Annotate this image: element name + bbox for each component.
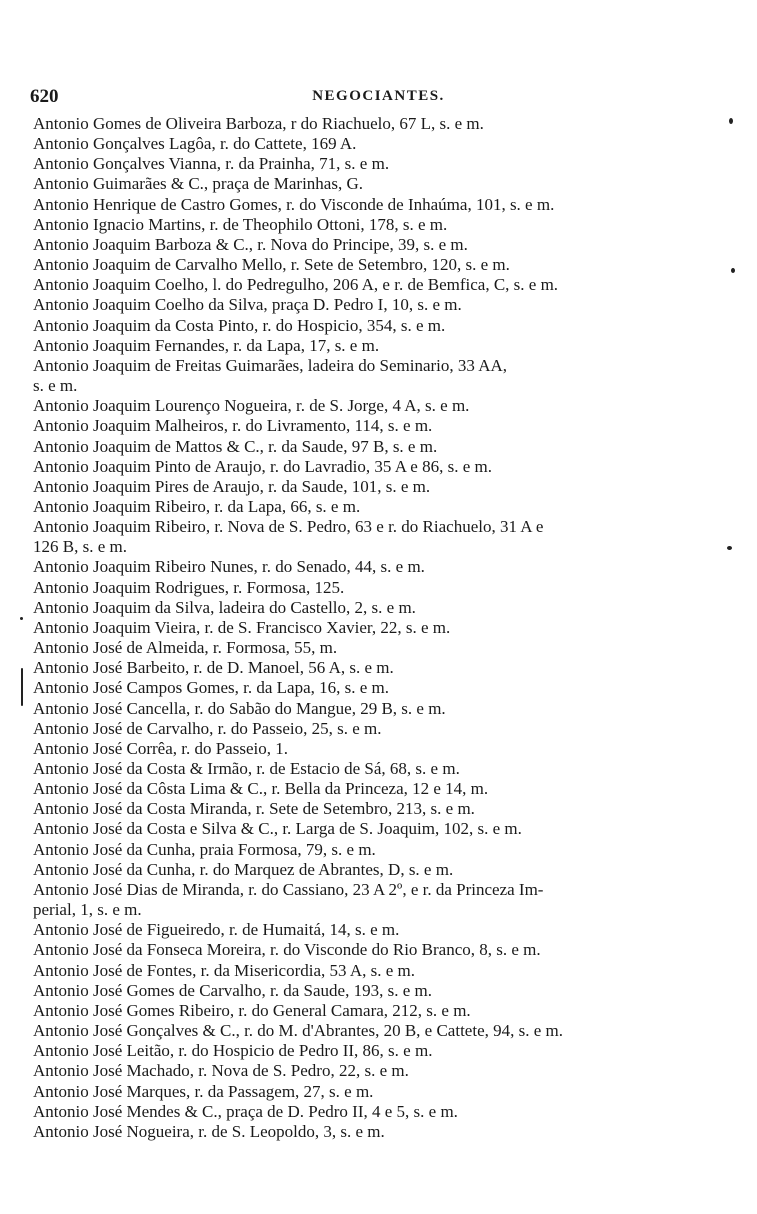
directory-entry — [33, 1102, 733, 1122]
directory-entry — [33, 416, 733, 436]
entry-text: Antonio José Gomes Ribeiro, r. do General Camara, 212, s. e m. — [33, 1000, 471, 1020]
ink-speck — [729, 118, 733, 124]
entry-text: Antonio Joaquim de Freitas Guimarães, ladeira do Seminario, 33 AA, — [33, 355, 508, 375]
directory-entry — [33, 759, 733, 779]
entry-text: Antonio José de Carvalho, r. do Passeio, 25, s. e m. — [33, 718, 382, 738]
entry-text: Antonio Joaquim Vieira, r. de S. Francisco Xavier, 22, s. e m. — [33, 617, 451, 637]
directory-entry — [33, 497, 733, 517]
directory-entry — [33, 215, 733, 235]
directory-entry — [33, 517, 733, 557]
directory-entry — [33, 134, 733, 154]
directory-entry — [33, 840, 733, 860]
directory-entry — [33, 316, 733, 336]
directory-entry — [33, 255, 733, 275]
entry-text: Antonio Joaquim Coelho, l. do Pedregulho, 206 A, e r. de Bemfica, C, s. e m. — [33, 275, 559, 295]
directory-entry — [33, 477, 733, 497]
directory-entry — [33, 819, 733, 839]
page-number: 620 — [30, 86, 59, 107]
entry-text: Antonio José da Costa & Irmão, r. de Estacio de Sá, 68, s. e m. — [33, 759, 460, 778]
directory-entry — [33, 1082, 733, 1102]
directory-entry — [33, 1021, 733, 1041]
directory-entry — [33, 719, 733, 739]
directory-entry — [33, 739, 733, 759]
entry-text: Antonio José Mendes & C., praça de D. Pedro II, 4 e 5, s. e m. — [33, 1101, 458, 1121]
entry-text: Antonio Joaquim Barboza & C., r. Nova do Principe, 39, s. e m. — [33, 234, 468, 254]
entry-text: Antonio José Leitão, r. do Hospicio de Pedro II, 86, s. e m. — [33, 1041, 433, 1061]
entry-text: Antonio Joaquim Pires de Araujo, r. da Saude, 101, s. e m. — [33, 476, 431, 496]
entry-text: Antonio José Dias de Miranda, r. do Cassiano, 23 A 2º, e r. da Princeza Im- — [33, 879, 544, 899]
entry-text: Antonio José Marques, r. da Passagem, 27, s. e m. — [33, 1081, 374, 1101]
entry-text: Antonio Joaquim de Mattos & C., r. da Saude, 97 B, s. e m. — [33, 436, 438, 456]
ink-speck — [727, 546, 732, 550]
directory-entry — [33, 678, 733, 698]
entry-text: Antonio José Gomes de Carvalho, r. da Saude, 193, s. e m. — [33, 980, 432, 1000]
entry-text: Antonio Ignacio Martins, r. de Theophilo Ottoni, 178, s. e m. — [33, 214, 448, 234]
directory-entry — [33, 457, 733, 477]
running-head-title: NEGOCIANTES. — [312, 88, 445, 104]
ink-speck — [731, 268, 735, 273]
directory-entry — [33, 981, 733, 1001]
merchant-list — [33, 114, 733, 1142]
entry-text: Antonio José de Almeida, r. Formosa, 55, m. — [33, 638, 338, 658]
directory-entry — [33, 114, 733, 134]
entry-text: Antonio Joaquim Fernandes, r. da Lapa, 17, s. e m. — [33, 335, 380, 355]
directory-entry — [33, 154, 733, 174]
directory-entry — [33, 578, 733, 598]
entry-continuation: perial, 1, s. e m. — [33, 900, 142, 920]
directory-entry — [33, 396, 733, 416]
entry-text: Antonio José Corrêa, r. do Passeio, 1. — [33, 738, 288, 758]
entry-text: Antonio José da Fonseca Moreira, r. do Visconde do Rio Branco, 8, s. e m. — [33, 940, 541, 960]
directory-entry — [33, 920, 733, 940]
entry-text: Antonio Joaquim Ribeiro, r. da Lapa, 66, s. e m. — [33, 496, 361, 516]
directory-entry — [33, 1061, 733, 1081]
entry-text: Antonio José Campos Gomes, r. da Lapa, 16, s. e m. — [33, 678, 390, 698]
directory-entry — [33, 235, 733, 255]
directory-entry — [33, 880, 733, 920]
entry-text: Antonio José da Côsta Lima & C., r. Bella da Princeza, 12 e 14, m. — [33, 779, 489, 799]
entry-text: Antonio José da Costa e Silva & C., r. Larga de S. Joaquim, 102, s. e m. — [33, 819, 522, 839]
entry-text: Antonio Gomes de Oliveira Barboza, r do Riachuelo, 67 L, s. e m. — [33, 114, 484, 133]
entry-text: Antonio Joaquim da Costa Pinto, r. do Hospicio, 354, s. e m. — [33, 315, 446, 335]
directory-entry — [33, 356, 733, 396]
entry-text: Antonio Joaquim Malheiros, r. do Livramento, 114, s. e m. — [33, 416, 433, 436]
ink-speck — [21, 668, 23, 706]
entry-text: Antonio José Barbeito, r. de D. Manoel, 56 A, s. e m. — [33, 658, 394, 678]
entry-text: Antonio Henrique de Castro Gomes, r. do Visconde de Inhaúma, 101, s. e m. — [33, 194, 555, 214]
entry-text: Antonio José de Figueiredo, r. de Humaitá, 14, s. e m. — [33, 920, 400, 940]
ink-speck — [20, 617, 23, 620]
entry-text: Antonio José Machado, r. Nova de S. Pedro, 22, s. e m. — [33, 1061, 409, 1081]
entry-continuation: 126 B, s. e m. — [33, 537, 127, 557]
directory-entry — [33, 699, 733, 719]
directory-entry — [33, 275, 733, 295]
directory-entry — [33, 658, 733, 678]
entry-text: Antonio José da Costa Miranda, r. Sete de Setembro, 213, s. e m. — [33, 799, 475, 819]
entry-text: Antonio Joaquim de Carvalho Mello, r. Sete de Setembro, 120, s. e m. — [33, 255, 510, 275]
entry-text: Antonio José Gonçalves & C., r. do M. d'Abrantes, 20 B, e Cattete, 94, s. e m. — [33, 1021, 563, 1041]
entry-text: Antonio José da Cunha, r. do Marquez de Abrantes, D, s. e m. — [33, 859, 454, 879]
directory-entry — [33, 598, 733, 618]
entry-text: Antonio Joaquim da Silva, ladeira do Castello, 2, s. e m. — [33, 597, 416, 617]
entry-text: Antonio Joaquim Ribeiro, r. Nova de S. Pedro, 63 e r. do Riachuelo, 31 A e — [33, 517, 544, 537]
entry-text: Antonio Joaquim Rodrigues, r. Formosa, 125. — [33, 577, 345, 597]
directory-entry — [33, 174, 733, 194]
entry-text: Antonio Joaquim Lourenço Nogueira, r. de S. Jorge, 4 A, s. e m. — [33, 396, 470, 416]
entry-text: Antonio Guimarães & C., praça de Marinhas, G. — [33, 174, 363, 194]
directory-entry — [33, 638, 733, 658]
directory-entry — [33, 557, 733, 577]
entry-text: Antonio Joaquim Ribeiro Nunes, r. do Senado, 44, s. e m. — [33, 557, 425, 577]
entry-text: Antonio Joaquim Pinto de Araujo, r. do Lavradio, 35 A e 86, s. e m. — [33, 456, 492, 476]
entry-text: Antonio José da Cunha, praia Formosa, 79, s. e m. — [33, 839, 376, 859]
directory-entry — [33, 1122, 733, 1142]
directory-entry — [33, 437, 733, 457]
directory-entry — [33, 1041, 733, 1061]
entry-text: Antonio Gonçalves Vianna, r. da Prainha, 71, s. e m. — [33, 154, 390, 174]
directory-entry — [33, 961, 733, 981]
directory-entry — [33, 779, 733, 799]
entry-text: Antonio Joaquim Coelho da Silva, praça D. Pedro I, 10, s. e m. — [33, 295, 462, 315]
entry-text: Antonio José Nogueira, r. de S. Leopoldo, 3, s. e m. — [33, 1121, 385, 1141]
directory-entry — [33, 1001, 733, 1021]
directory-entry — [33, 799, 733, 819]
directory-entry — [33, 195, 733, 215]
directory-entry — [33, 618, 733, 638]
entry-text: Antonio Gonçalves Lagôa, r. do Cattete, 169 A. — [33, 134, 357, 154]
entry-text: Antonio José Cancella, r. do Sabão do Mangue, 29 B, s. e m. — [33, 698, 446, 718]
entry-continuation: s. e m. — [33, 376, 78, 396]
directory-entry — [33, 940, 733, 960]
entry-text: Antonio José de Fontes, r. da Misericordia, 53 A, s. e m. — [33, 960, 415, 980]
directory-entry — [33, 295, 733, 315]
directory-entry — [33, 860, 733, 880]
directory-entry — [33, 336, 733, 356]
